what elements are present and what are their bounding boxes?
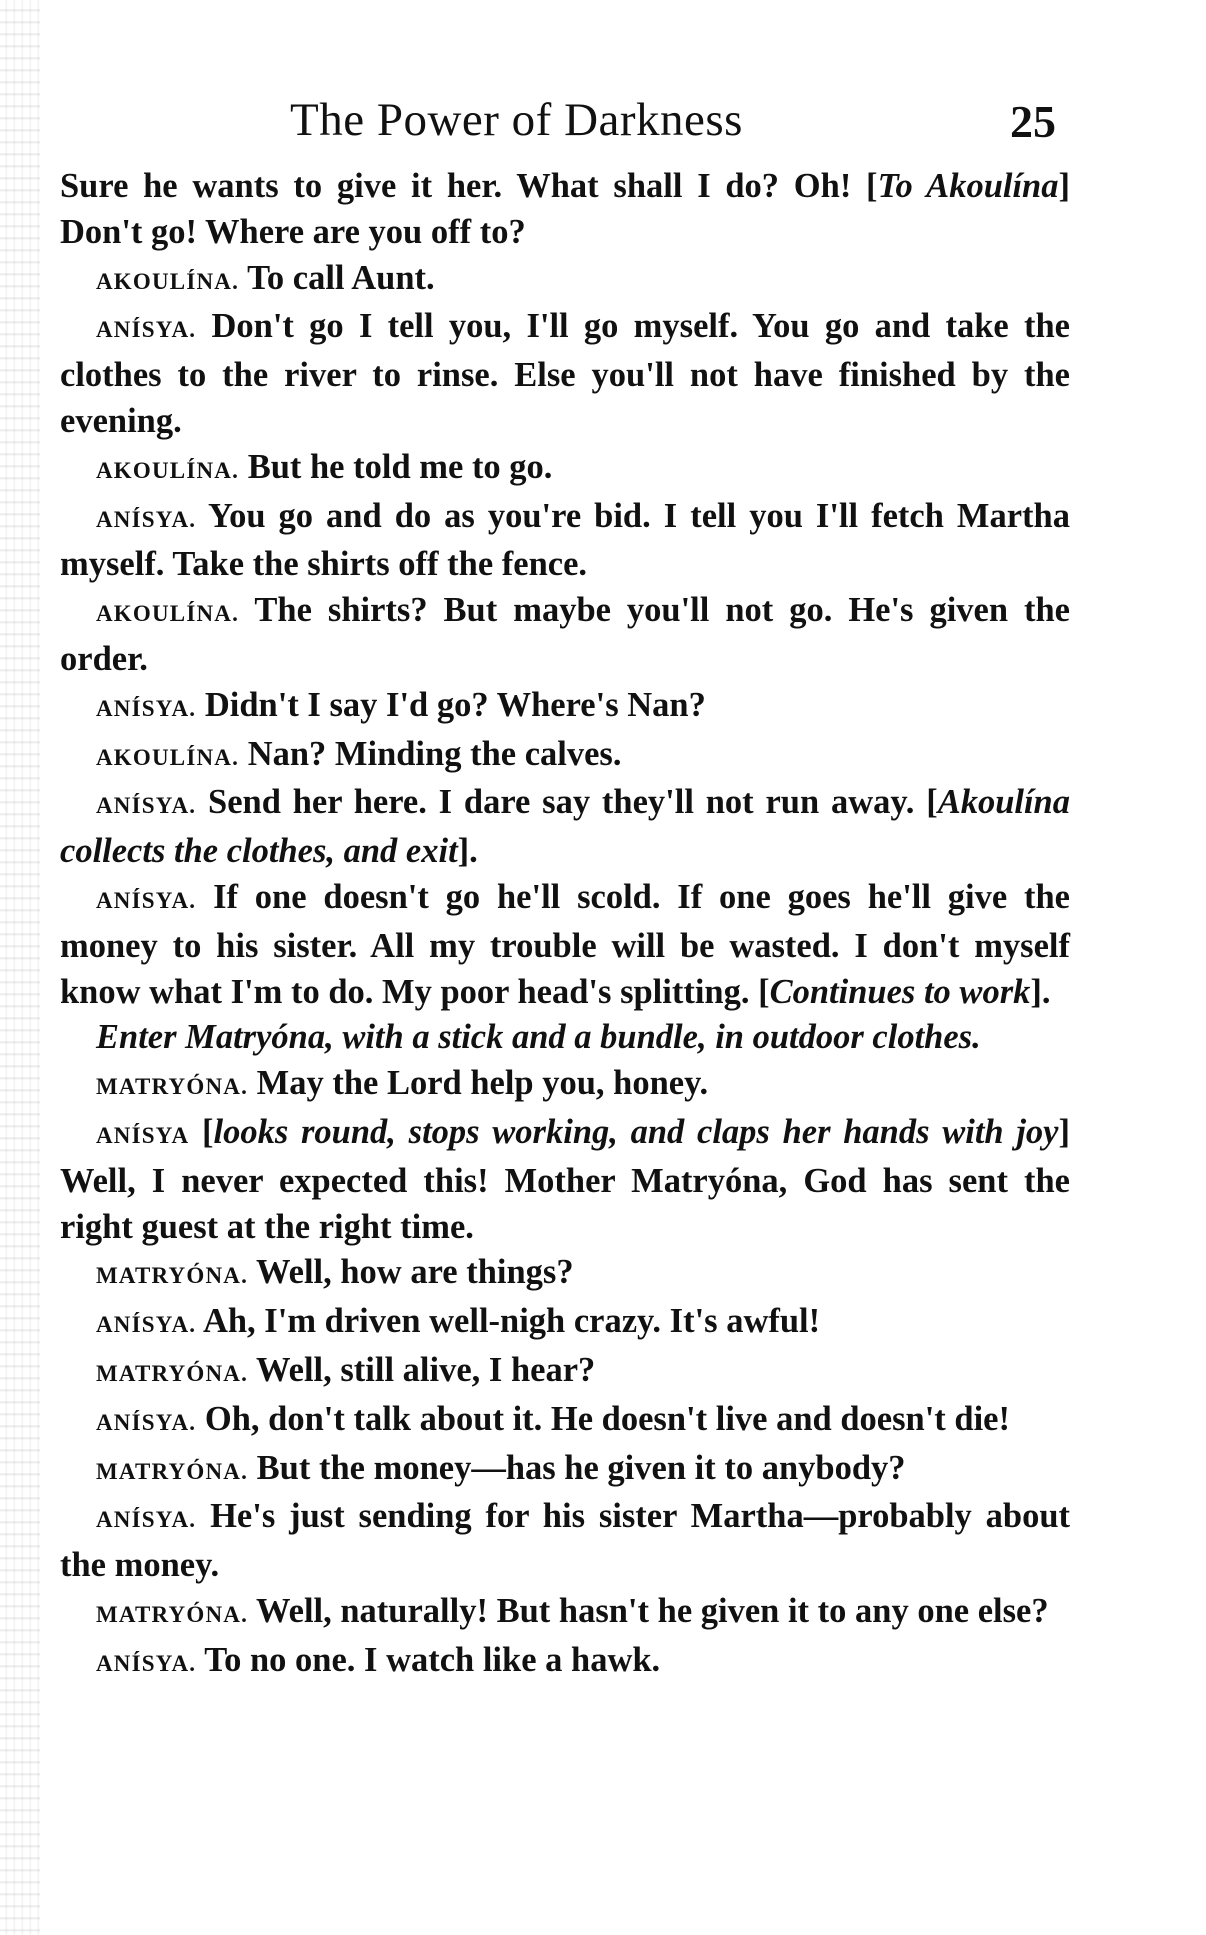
stage-direction: To Akoulína: [877, 167, 1059, 205]
dialogue-line: ANÍSYA. If one doesn't go he'll scold. If one goes he'll give the money to his sister. All my trouble will be wasted. I don't myself know what I'm to do. My poor head's splitting. [Continues to work].: [60, 877, 1070, 1011]
play-text: [60, 164, 1070, 1687]
dialogue-text: But the money—has he given it to anybody?: [248, 1448, 906, 1487]
dialogue-line: [60, 1348, 1070, 1397]
dialogue-text: Well, naturally! But hasn't he given it to any one else?: [248, 1591, 1049, 1630]
speaker-name: MATRYÓNA.: [96, 1074, 249, 1100]
dialogue-text: Don't go! Where are you off to?: [60, 212, 526, 251]
running-title: The Power of Darkness: [290, 94, 743, 146]
stage-direction: looks round, stops working, and claps her hands with joy: [213, 1112, 1059, 1151]
dialogue-text: You go and do as you're bid. I tell you I'll fetch Martha myself. Take the shirts off the fence.: [60, 496, 1070, 584]
speaker-name: MATRYÓNA.: [96, 1458, 249, 1484]
dialogue-line: [60, 1638, 1070, 1687]
dialogue-text: Ah, I'm driven well-nigh crazy. It's awful!: [196, 1302, 821, 1341]
running-header: [0, 90, 1206, 150]
stage-direction-paragraph: Enter Matryóna, with a stick and a bundle, in outdoor clothes.: [96, 1018, 981, 1057]
dialogue-text: Well, I never expected this! Mother Matryóna, God has sent the right guest at the right time.: [60, 1161, 1070, 1246]
page-edge-speckle: [0, 0, 40, 1935]
speaker-name: ANÍSYA: [96, 1122, 190, 1148]
dialogue-line: [60, 494, 1070, 589]
dialogue-text: Well, still alive, I hear?: [248, 1350, 596, 1389]
dialogue-text: May the Lord help you, honey.: [248, 1064, 709, 1103]
dialogue-line: [60, 1494, 1070, 1589]
dialogue-text: If one doesn't go he'll scold. If one goes he'll give the money to his sister. All my trouble will be wasted. I don't myself know what I'm to do. My poor head's splitting.: [60, 877, 1070, 1011]
speaker-name: ANÍSYA.: [96, 695, 197, 721]
speaker-name: ANÍSYA.: [96, 317, 197, 343]
dialogue-line: [60, 1061, 1070, 1110]
speaker-name: ANÍSYA.: [96, 506, 197, 532]
dialogue-line: ANÍSYA. Send her here. I dare say they'll not run away. [Akoulína collects the clothes, and exit].: [60, 783, 1070, 871]
dialogue-line: [60, 304, 1070, 444]
speaker-name: ANÍSYA.: [96, 1650, 197, 1676]
dialogue-text: Sure he wants to give it her. What shall I do? Oh!: [60, 167, 852, 205]
dialogue-text: To no one. I watch like a hawk.: [196, 1640, 661, 1679]
dialogue-line: ANÍSYA [looks round, stops working, and claps her hands with joy] Well, I never expected this! Mother Matryóna, God has sent the right guest at the right time.: [60, 1112, 1070, 1246]
speaker-name: ANÍSYA.: [96, 1409, 197, 1435]
dialogue-text: The shirts? But maybe you'll not go. He's given the order.: [60, 591, 1070, 678]
speaker-name: AKOULÍNA.: [96, 744, 240, 770]
dialogue-line: [60, 1446, 1070, 1495]
speaker-name: ANÍSYA.: [96, 887, 197, 913]
dialogue-text: He's just sending for his sister Martha—probably about the money.: [60, 1497, 1070, 1585]
page-number: 25: [1010, 96, 1056, 147]
dialogue-text: Well, how are things?: [248, 1253, 574, 1292]
speaker-name: ANÍSYA.: [96, 1312, 197, 1338]
speaker-name: MATRYÓNA.: [96, 1360, 249, 1386]
stage-direction: Akoulína collects the clothes, and exit: [60, 783, 1070, 871]
dialogue-line: [60, 1589, 1070, 1638]
dialogue-line: [60, 732, 1070, 781]
speaker-name: ANÍSYA.: [96, 793, 197, 819]
dialogue-line: [60, 588, 1070, 683]
dialogue-line: [60, 683, 1070, 732]
dialogue-text: To call Aunt.: [239, 258, 435, 297]
dialogue-line: [60, 1250, 1070, 1299]
speaker-name: MATRYÓNA.: [96, 1601, 249, 1627]
speaker-name: AKOULÍNA.: [96, 268, 240, 294]
dialogue-text: Send her here. I dare say they'll not run away.: [196, 783, 915, 822]
speaker-name: AKOULÍNA.: [96, 601, 240, 627]
dialogue-line: [60, 1397, 1070, 1446]
speaker-name: ANÍSYA.: [96, 1507, 197, 1533]
dialogue-text: Didn't I say I'd go? Where's Nan?: [196, 685, 706, 724]
dialogue-text: Nan? Minding the calves.: [239, 734, 622, 773]
dialogue-line: [60, 256, 1070, 305]
dialogue-line: [60, 1299, 1070, 1348]
dialogue-continuation: Sure he wants to give it her. What shall I do? Oh! [To Akoulína] Don't go! Where are you off to?: [60, 167, 1070, 251]
dialogue-text: Oh, don't talk about it. He doesn't live and doesn't die!: [196, 1399, 1010, 1438]
dialogue-text: Don't go I tell you, I'll go myself. You go and take the clothes to the river to rinse. Else you'll not have finished by the evening.: [60, 307, 1070, 440]
stage-direction: Continues to work: [769, 972, 1031, 1011]
speaker-name: AKOULÍNA.: [96, 457, 240, 483]
dialogue-text: But he told me to go.: [239, 447, 553, 486]
dialogue-line: [60, 445, 1070, 494]
speaker-name: MATRYÓNA.: [96, 1263, 249, 1289]
